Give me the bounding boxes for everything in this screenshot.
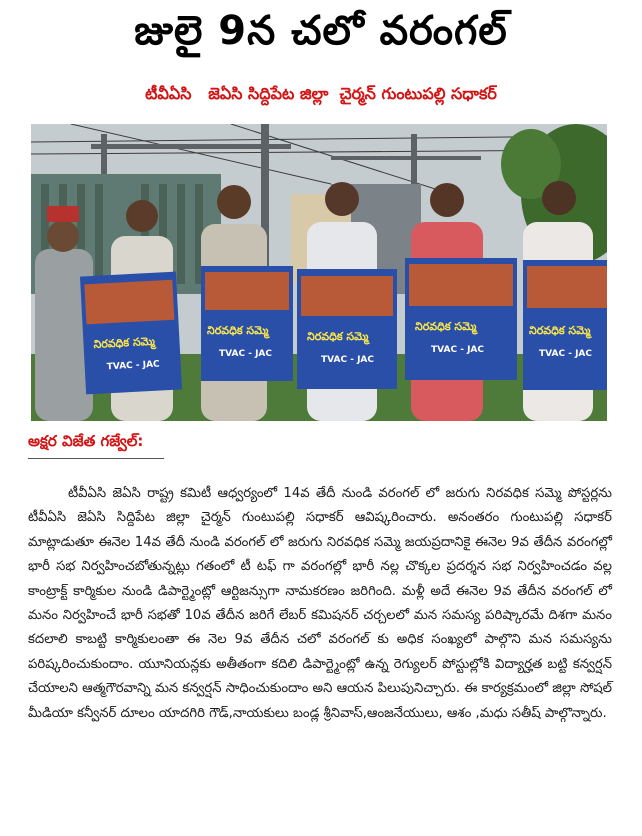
- byline-underline: [28, 458, 164, 459]
- poster-title: నిరవధిక సమ్మె: [307, 330, 369, 343]
- poster-org: TVAC - JAC: [219, 349, 272, 359]
- news-photo: [31, 124, 607, 421]
- poster-org: TVAC - JAC: [106, 359, 160, 373]
- byline: అక్షర విజేత గజ్వేల్:: [28, 432, 144, 450]
- poster-title: నిరవధిక సమ్మె: [207, 324, 269, 337]
- poster-title: నిరవధిక సమ్మె: [93, 334, 156, 351]
- poster-org: TVAC - JAC: [321, 355, 374, 365]
- poster-org: TVAC - JAC: [431, 345, 484, 355]
- poster-org: TVAC - JAC: [539, 349, 592, 359]
- subheadline: టీవీఏసి జెఏసి సిద్దిపేట జిల్లా చైర్మన్ గుంటుపల్లి సధాకర్: [145, 84, 497, 103]
- poster-title: నిరవధిక సమ్మె: [415, 320, 477, 333]
- poster-title: నిరవధిక సమ్మె: [529, 324, 591, 337]
- headline: జులై 9న చలో వరంగల్: [134, 8, 508, 54]
- article-body: టీవీఏసి జెఏసి రాష్ట్ర కమిటీ ఆధ్వర్యంలో 14వ తేదీ నుండి వరంగల్ లో జరుగు నిరవధిక సమ్మె పోస్టర్లను టీవీఏసి జెఏసి సిద్దిపేట జిల్లా చైర్మన్ గుంటుపల్లి సధాకర్ ఆవిష్కరించారు. అనంతరం గుంటుపల్లి సధాకర్ మాట్లాడుతూ ఈనెల 14వ తేదీ నుండి వరంగల్ లో జరుగు నిరవధిక సమ్మె జయప్రదానికై ఈనెల 9వ తేదీన వరంగల్లో భారీ సభ నిర్వహించబోతున్నట్లు గతంలో టీ టఫ్ గా వరంగల్లో భారీ నల్ల చొక్కల ప్రదర్శన సభ నిర్వహించడం వల్ల కాంట్రాక్ట్ కార్మికుల నుండి డిపార్ట్మెంట్లో ఆర్టిజన్సుగా నామకరణం జరిగింది. మళ్లీ అదే ఈనెల 9వ తేదీన వరంగల్ లో మనం నిర్వహించే భారీ సభతో 10వ తేదీన జరిగే లేబర్ కమిషనర్ చర్చలలో మన సమస్య పరిష్కారమే దిశగా మనం కదలాలి కాబట్టి కార్మికులంతా ఈ నెల 9వ తేదీన చలో వరంగల్ కు అధిక సంఖ్యలో పాల్గొని మన సమస్యను పరిష్కరించుకుందాం. యూనియన్లకు అతీతంగా కదిలి డిపార్ట్మెంట్లో ఉన్న రెగ్యులర్ పోస్టుల్లోకి విద్యార్హత బట్టి కన్వర్షన్ చేయాలని ఆత్మగౌరవాన్ని మన కన్వర్షన్ సాధించుకుందాం అని ఆయన పిలుపునిచ్చారు. ఈ కార్యక్రమంలో జిల్లా సోషల్ మీడియా కన్వీనర్ దూలం యాదగిరి గౌడ్,నాయకులు బండ్ల శ్రీనివాస్,ఆంజనేయులు, ఆశం ,మధు సతీష్ పాల్గొన్నారు.: [28, 486, 612, 721]
